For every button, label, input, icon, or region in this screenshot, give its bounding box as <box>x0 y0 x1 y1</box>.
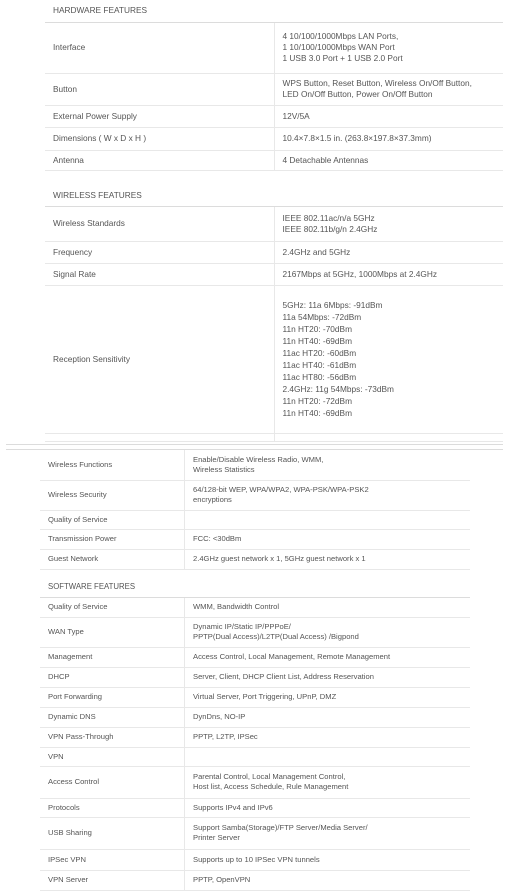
table-row <box>40 798 470 817</box>
spec-value: 10.4×7.8×1.5 in. (263.8×197.8×37.3mm) <box>274 127 503 150</box>
table-row <box>45 206 503 241</box>
spec-value: Server, Client, DHCP Client List, Address Reservation <box>185 667 471 687</box>
spec-value: 12V/5A <box>274 105 503 127</box>
spec-label: Quality of Service <box>40 510 185 529</box>
table-row <box>40 647 470 667</box>
table-row <box>40 766 470 798</box>
spec-label: Protocols <box>40 798 185 817</box>
spec-value: Access Control, Local Management, Remote Management <box>185 647 471 667</box>
table-row <box>45 150 503 170</box>
table-row <box>40 707 470 727</box>
table-row <box>45 263 503 285</box>
spec-label: Access Control <box>40 766 185 798</box>
spec-label: IPSec VPN <box>40 849 185 870</box>
spec-value: 2167Mbps at 5GHz, 1000Mbps at 2.4GHz <box>274 263 503 285</box>
spec-value: Supports up to 10 IPSec VPN tunnels <box>185 849 471 870</box>
spec-label: Port Forwarding <box>40 687 185 707</box>
spec-label: Guest Network <box>40 549 185 569</box>
spacer-cell <box>274 433 503 441</box>
spec-value: WMM, Bandwidth Control <box>185 597 471 617</box>
spec-label: Signal Rate <box>45 263 274 285</box>
table-row <box>40 687 470 707</box>
spec-label: Wireless Functions <box>40 450 185 480</box>
table-row <box>40 549 470 569</box>
spec-label: Wireless Security <box>40 480 185 510</box>
spec-value: IEEE 802.11ac/n/a 5GHz IEEE 802.11b/g/n 2.4GHz <box>274 206 503 241</box>
spec-label: Quality of Service <box>40 597 185 617</box>
spec-label: Management <box>40 647 185 667</box>
spec-label: WAN Type <box>40 617 185 647</box>
table-row <box>45 73 503 105</box>
table-row <box>45 22 503 73</box>
spec-value <box>185 747 471 766</box>
spec-value: FCC: <30dBm <box>185 529 471 549</box>
section-heading-software: SOFTWARE FEATURES <box>40 569 470 597</box>
table-row <box>40 667 470 687</box>
section-heading-wireless: WIRELESS FEATURES <box>45 170 503 206</box>
spec-table-bottom <box>40 450 470 891</box>
table-row <box>45 105 503 127</box>
table-row-spacer <box>45 433 503 441</box>
spec-value <box>185 510 471 529</box>
table-row <box>40 727 470 747</box>
spec-value: Support Samba(Storage)/FTP Server/Media Server/ Printer Server <box>185 817 471 849</box>
table-row <box>40 597 470 617</box>
spec-label: Reception Sensitivity <box>45 285 274 433</box>
spec-label: VPN Server <box>40 870 185 890</box>
spacer-cell <box>45 433 274 441</box>
spec-label: Frequency <box>45 241 274 263</box>
spec-value: Virtual Server, Port Triggering, UPnP, DMZ <box>185 687 471 707</box>
table-row <box>40 870 470 890</box>
spec-label: Button <box>45 73 274 105</box>
spec-value: 2.4GHz guest network x 1, 5GHz guest network x 1 <box>185 549 471 569</box>
spec-value: Supports IPv4 and IPv6 <box>185 798 471 817</box>
spec-label: VPN Pass-Through <box>40 727 185 747</box>
spec-label: Transmission Power <box>40 529 185 549</box>
section-divider <box>6 444 503 445</box>
section-heading-row <box>45 170 503 206</box>
spec-label: Dynamic DNS <box>40 707 185 727</box>
spec-table-top <box>45 0 503 442</box>
spec-value: Dynamic IP/Static IP/PPPoE/ PPTP(Dual Access)/L2TP(Dual Access) /Bigpond <box>185 617 471 647</box>
spec-label: Wireless Standards <box>45 206 274 241</box>
spec-label: VPN <box>40 747 185 766</box>
table-row <box>40 617 470 647</box>
table-row <box>40 529 470 549</box>
spec-value: Parental Control, Local Management Control, Host list, Access Schedule, Rule Management <box>185 766 471 798</box>
spec-label: External Power Supply <box>45 105 274 127</box>
spec-value: WPS Button, Reset Button, Wireless On/Off Button, LED On/Off Button, Power On/Off Button <box>274 73 503 105</box>
table-row <box>40 747 470 766</box>
table-row <box>40 480 470 510</box>
spec-value: Enable/Disable Wireless Radio, WMM, Wireless Statistics <box>185 450 471 480</box>
spec-label: Antenna <box>45 150 274 170</box>
table-row <box>40 450 470 480</box>
table-row <box>45 285 503 433</box>
spec-label: Interface <box>45 22 274 73</box>
table-row <box>45 241 503 263</box>
spec-value: PPTP, L2TP, IPSec <box>185 727 471 747</box>
table-row <box>40 510 470 529</box>
section-heading-row <box>45 0 503 22</box>
spec-value: 4 10/100/1000Mbps LAN Ports, 1 10/100/1000Mbps WAN Port 1 USB 3.0 Port + 1 USB 2.0 Port <box>274 22 503 73</box>
spec-value: PPTP, OpenVPN <box>185 870 471 890</box>
spec-value: DynDns, NO-IP <box>185 707 471 727</box>
spec-label: DHCP <box>40 667 185 687</box>
spec-label: Dimensions ( W x D x H ) <box>45 127 274 150</box>
table-row <box>45 127 503 150</box>
spec-value: 2.4GHz and 5GHz <box>274 241 503 263</box>
spec-value: 5GHz: 11a 6Mbps: -91dBm 11a 54Mbps: -72dBm 11n HT20: -70dBm 11n HT40: -69dBm 11ac HT20: -60dBm 11ac HT40: -61dBm 11ac HT80: -56dBm 2.4GHz: 11g 54Mbps: -73dBm 11n HT20: -72dBm 11n HT40: -69dBm <box>274 285 503 433</box>
spec-label: USB Sharing <box>40 817 185 849</box>
section-heading-row <box>40 569 470 597</box>
spec-value: 4 Detachable Antennas <box>274 150 503 170</box>
section-heading-hardware: HARDWARE FEATURES <box>45 0 503 22</box>
spec-value: 64/128-bit WEP, WPA/WPA2, WPA-PSK/WPA-PSK2 encryptions <box>185 480 471 510</box>
table-row <box>40 849 470 870</box>
table-row <box>40 817 470 849</box>
